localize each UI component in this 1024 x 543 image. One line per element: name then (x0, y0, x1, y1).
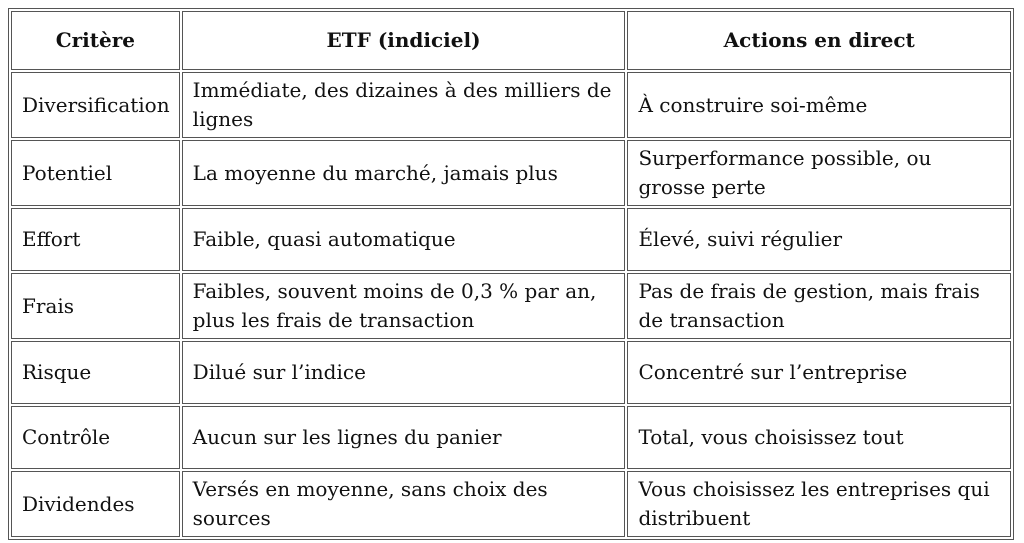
row-etf-value: Versés en moyenne, sans choix des sources (182, 471, 626, 537)
column-header-criterion: Critère (11, 11, 180, 70)
row-criterion: Contrôle (11, 406, 180, 469)
table-header-row (11, 11, 1011, 70)
row-etf-value: Dilué sur l’indice (182, 341, 626, 404)
row-etf-value: Immédiate, des dizaines à des milliers de lignes (182, 72, 626, 138)
row-criterion: Diversification (11, 72, 180, 138)
column-header-direct-stocks: Actions en direct (627, 11, 1011, 70)
table-row (11, 471, 1011, 537)
comparison-table-container (8, 8, 1014, 540)
table-row (11, 208, 1011, 271)
row-direct-value: Concentré sur l’entreprise (627, 341, 1011, 404)
row-criterion: Risque (11, 341, 180, 404)
column-header-etf: ETF (indiciel) (182, 11, 626, 70)
row-etf-value: La moyenne du marché, jamais plus (182, 140, 626, 206)
row-criterion: Potentiel (11, 140, 180, 206)
row-criterion: Frais (11, 273, 180, 339)
table-row (11, 140, 1011, 206)
row-direct-value: Pas de frais de gestion, mais frais de transaction (627, 273, 1011, 339)
row-criterion: Effort (11, 208, 180, 271)
row-direct-value: Élevé, suivi régulier (627, 208, 1011, 271)
table-row (11, 72, 1011, 138)
row-direct-value: Vous choisissez les entreprises qui distribuent (627, 471, 1011, 537)
row-etf-value: Aucun sur les lignes du panier (182, 406, 626, 469)
row-direct-value: À construire soi-même (627, 72, 1011, 138)
row-direct-value: Surperformance possible, ou grosse perte (627, 140, 1011, 206)
comparison-table (8, 8, 1014, 540)
table-row (11, 273, 1011, 339)
row-criterion: Dividendes (11, 471, 180, 537)
table-row (11, 406, 1011, 469)
row-direct-value: Total, vous choisissez tout (627, 406, 1011, 469)
row-etf-value: Faibles, souvent moins de 0,3 % par an, plus les frais de transaction (182, 273, 626, 339)
row-etf-value: Faible, quasi automatique (182, 208, 626, 271)
table-row (11, 341, 1011, 404)
